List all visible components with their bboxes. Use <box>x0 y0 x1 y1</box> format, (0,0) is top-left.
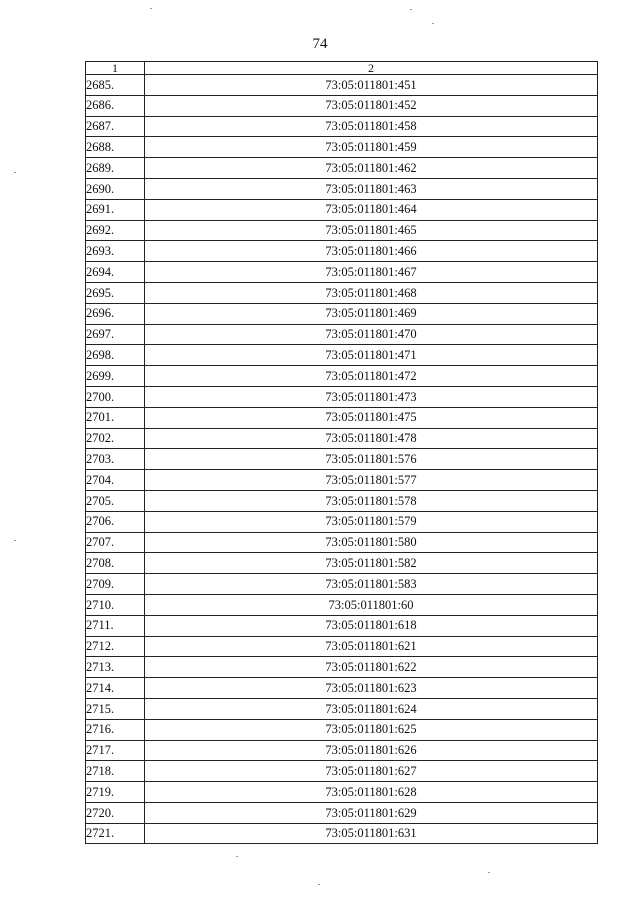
cadastral-number: 73:05:011801:625 <box>145 719 598 740</box>
column-header-cadastral: 2 <box>145 62 598 75</box>
cadastral-number: 73:05:011801:466 <box>145 241 598 262</box>
scan-speck <box>14 172 16 173</box>
row-number: 2716. <box>86 719 145 740</box>
row-number: 2709. <box>86 574 145 595</box>
cadastral-number: 73:05:011801:582 <box>145 553 598 574</box>
cadastral-number: 73:05:011801:468 <box>145 282 598 303</box>
cadastral-number: 73:05:011801:579 <box>145 511 598 532</box>
scan-speck <box>14 540 16 541</box>
table-row <box>86 75 598 96</box>
row-number: 2719. <box>86 782 145 803</box>
cadastral-number: 73:05:011801:631 <box>145 823 598 844</box>
table-row <box>86 678 598 699</box>
row-number: 2694. <box>86 262 145 283</box>
cadastral-number: 73:05:011801:470 <box>145 324 598 345</box>
row-number: 2699. <box>86 366 145 387</box>
table-row <box>86 782 598 803</box>
scan-speck <box>488 872 490 873</box>
cadastral-number: 73:05:011801:621 <box>145 636 598 657</box>
row-number: 2697. <box>86 324 145 345</box>
row-number: 2713. <box>86 657 145 678</box>
row-number: 2702. <box>86 428 145 449</box>
table-row <box>86 490 598 511</box>
table-row <box>86 553 598 574</box>
table-row <box>86 262 598 283</box>
row-number: 2701. <box>86 407 145 428</box>
table-row <box>86 199 598 220</box>
cadastral-number: 73:05:011801:473 <box>145 386 598 407</box>
cadastral-number: 73:05:011801:458 <box>145 116 598 137</box>
table-row <box>86 574 598 595</box>
cadastral-number: 73:05:011801:623 <box>145 678 598 699</box>
table-row <box>86 428 598 449</box>
scan-speck <box>432 23 434 24</box>
table-row <box>86 303 598 324</box>
table-row <box>86 636 598 657</box>
row-number: 2698. <box>86 345 145 366</box>
table-row <box>86 511 598 532</box>
cadastral-number: 73:05:011801:577 <box>145 470 598 491</box>
cadastral-number: 73:05:011801:580 <box>145 532 598 553</box>
cadastral-number: 73:05:011801:462 <box>145 158 598 179</box>
row-number: 2707. <box>86 532 145 553</box>
table-row <box>86 386 598 407</box>
row-number: 2700. <box>86 386 145 407</box>
table-row <box>86 615 598 636</box>
cadastral-number: 73:05:011801:463 <box>145 178 598 199</box>
row-number: 2693. <box>86 241 145 262</box>
table-row <box>86 220 598 241</box>
table-row <box>86 470 598 491</box>
table-row <box>86 324 598 345</box>
cadastral-number: 73:05:011801:478 <box>145 428 598 449</box>
table-body <box>86 75 598 844</box>
table-row <box>86 761 598 782</box>
table-row <box>86 449 598 470</box>
cadastral-number: 73:05:011801:452 <box>145 95 598 116</box>
row-number: 2686. <box>86 95 145 116</box>
row-number: 2711. <box>86 615 145 636</box>
row-number: 2712. <box>86 636 145 657</box>
table-row <box>86 802 598 823</box>
cadastral-number: 73:05:011801:622 <box>145 657 598 678</box>
table-row <box>86 158 598 179</box>
table-row <box>86 116 598 137</box>
cadastral-number: 73:05:011801:472 <box>145 366 598 387</box>
table-row <box>86 137 598 158</box>
cadastral-number: 73:05:011801:467 <box>145 262 598 283</box>
cadastral-number: 73:05:011801:626 <box>145 740 598 761</box>
table-row <box>86 366 598 387</box>
table-row <box>86 698 598 719</box>
row-number: 2691. <box>86 199 145 220</box>
cadastral-number: 73:05:011801:618 <box>145 615 598 636</box>
row-number: 2690. <box>86 178 145 199</box>
row-number: 2692. <box>86 220 145 241</box>
table-row <box>86 719 598 740</box>
cadastral-number: 73:05:011801:578 <box>145 490 598 511</box>
table-row <box>86 282 598 303</box>
scan-speck <box>318 884 320 885</box>
row-number: 2720. <box>86 802 145 823</box>
table-row <box>86 178 598 199</box>
cadastral-number: 73:05:011801:583 <box>145 574 598 595</box>
row-number: 2689. <box>86 158 145 179</box>
cadastral-table <box>85 61 598 844</box>
cadastral-number: 73:05:011801:60 <box>145 594 598 615</box>
row-number: 2685. <box>86 75 145 96</box>
table-row <box>86 407 598 428</box>
row-number: 2695. <box>86 282 145 303</box>
row-number: 2714. <box>86 678 145 699</box>
cadastral-number: 73:05:011801:469 <box>145 303 598 324</box>
scan-speck <box>236 856 238 857</box>
scan-speck <box>150 8 152 9</box>
table-header-row <box>86 62 598 75</box>
row-number: 2705. <box>86 490 145 511</box>
row-number: 2718. <box>86 761 145 782</box>
cadastral-number: 73:05:011801:576 <box>145 449 598 470</box>
scan-speck <box>410 9 412 10</box>
row-number: 2696. <box>86 303 145 324</box>
row-number: 2706. <box>86 511 145 532</box>
cadastral-number: 73:05:011801:627 <box>145 761 598 782</box>
cadastral-number: 73:05:011801:459 <box>145 137 598 158</box>
cadastral-number: 73:05:011801:629 <box>145 802 598 823</box>
row-number: 2715. <box>86 698 145 719</box>
row-number: 2710. <box>86 594 145 615</box>
table-row <box>86 823 598 844</box>
table-row <box>86 657 598 678</box>
cadastral-number: 73:05:011801:451 <box>145 75 598 96</box>
table-row <box>86 345 598 366</box>
cadastral-number: 73:05:011801:475 <box>145 407 598 428</box>
cadastral-number: 73:05:011801:465 <box>145 220 598 241</box>
column-header-number: 1 <box>86 62 145 75</box>
table-row <box>86 241 598 262</box>
row-number: 2717. <box>86 740 145 761</box>
table-row <box>86 95 598 116</box>
row-number: 2703. <box>86 449 145 470</box>
cadastral-number: 73:05:011801:471 <box>145 345 598 366</box>
page-number: 74 <box>312 36 328 52</box>
row-number: 2688. <box>86 137 145 158</box>
table-row <box>86 740 598 761</box>
row-number: 2721. <box>86 823 145 844</box>
table-row <box>86 532 598 553</box>
table-row <box>86 594 598 615</box>
cadastral-number: 73:05:011801:628 <box>145 782 598 803</box>
row-number: 2704. <box>86 470 145 491</box>
row-number: 2708. <box>86 553 145 574</box>
row-number: 2687. <box>86 116 145 137</box>
cadastral-number: 73:05:011801:624 <box>145 698 598 719</box>
cadastral-number: 73:05:011801:464 <box>145 199 598 220</box>
